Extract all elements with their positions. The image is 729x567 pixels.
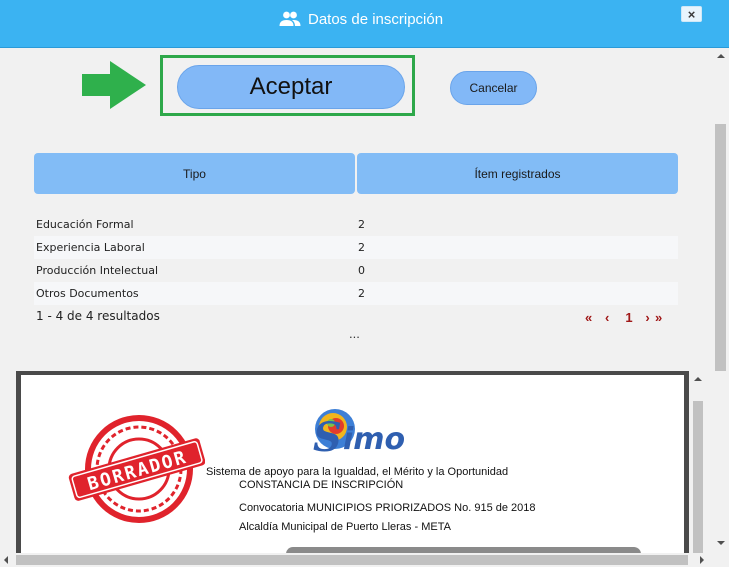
next-page-button[interactable]: ›: [645, 310, 650, 325]
cell-items: 2: [358, 241, 365, 254]
arrow-right-icon: [82, 61, 146, 109]
horizontal-scroll-thumb[interactable]: [16, 555, 688, 565]
borrador-stamp: [65, 413, 205, 523]
vertical-scroll-thumb[interactable]: [715, 124, 726, 371]
stamp-text: BORRADOR: [85, 446, 190, 496]
cell-items: 2: [358, 218, 365, 231]
document-entidad: Alcaldía Municipal de Puerto Lleras - META: [239, 521, 451, 533]
table-row: [34, 259, 678, 282]
cancel-button-label: Cancelar: [469, 81, 518, 95]
current-page-number[interactable]: 1: [625, 310, 633, 325]
dialog-title-text: Datos de inscripción: [308, 10, 444, 28]
cell-tipo: Producción Intelectual: [36, 264, 159, 277]
column-header-tipo[interactable]: [34, 153, 355, 194]
dialog-titlebar: [0, 0, 729, 48]
dialog-title: [279, 9, 443, 29]
scroll-up-icon[interactable]: [717, 54, 725, 58]
scroll-left-icon[interactable]: [4, 556, 8, 564]
first-page-button[interactable]: «: [585, 310, 593, 325]
document-preview: [16, 371, 689, 553]
users-icon: [279, 11, 301, 27]
logo-initial: S: [313, 414, 342, 461]
prev-page-button[interactable]: ‹: [605, 310, 610, 325]
table-row: [34, 213, 678, 236]
cell-tipo: Educación Formal: [36, 218, 134, 231]
column-header-label: Ítem registrados: [474, 166, 561, 181]
logo-text: imo: [343, 422, 405, 457]
simo-logo: [305, 397, 405, 463]
column-header-items[interactable]: [357, 153, 678, 194]
scroll-down-icon[interactable]: [717, 541, 725, 545]
accept-button[interactable]: [177, 65, 405, 109]
preview-scroll-thumb[interactable]: [693, 401, 703, 553]
accept-button-label: Aceptar: [249, 73, 333, 100]
horizontal-scrollbar[interactable]: [0, 553, 729, 567]
dialog-body: [0, 48, 712, 553]
pagination: [585, 310, 671, 325]
last-page-button[interactable]: »: [655, 310, 663, 325]
cell-items: 0: [358, 264, 365, 277]
close-icon: ×: [687, 6, 696, 22]
results-summary: 1 - 4 de 4 resultados: [36, 309, 160, 323]
document-subtitle: Sistema de apoyo para la Igualdad, el Mérito y la Oportunidad: [206, 466, 509, 478]
document-page: [21, 375, 684, 553]
column-header-label: Tipo: [183, 166, 206, 181]
vertical-scrollbar[interactable]: [712, 48, 729, 553]
cell-tipo: Experiencia Laboral: [36, 241, 145, 254]
document-heading: CONSTANCIA DE INSCRIPCIÓN: [239, 479, 404, 491]
table-row: [34, 282, 678, 305]
preview-scrollbar[interactable]: [690, 371, 706, 553]
cancel-button[interactable]: [450, 71, 537, 105]
document-convocatoria: Convocatoria MUNICIPIOS PRIORIZADOS No. 915 de 2018: [239, 502, 536, 514]
cell-tipo: Otros Documentos: [36, 287, 139, 300]
scroll-right-icon[interactable]: [700, 556, 704, 564]
more-indicator: ...: [349, 326, 360, 341]
table-row: [34, 236, 678, 259]
close-button[interactable]: [681, 6, 702, 22]
cell-items: 2: [358, 287, 365, 300]
scroll-up-icon[interactable]: [694, 377, 702, 381]
